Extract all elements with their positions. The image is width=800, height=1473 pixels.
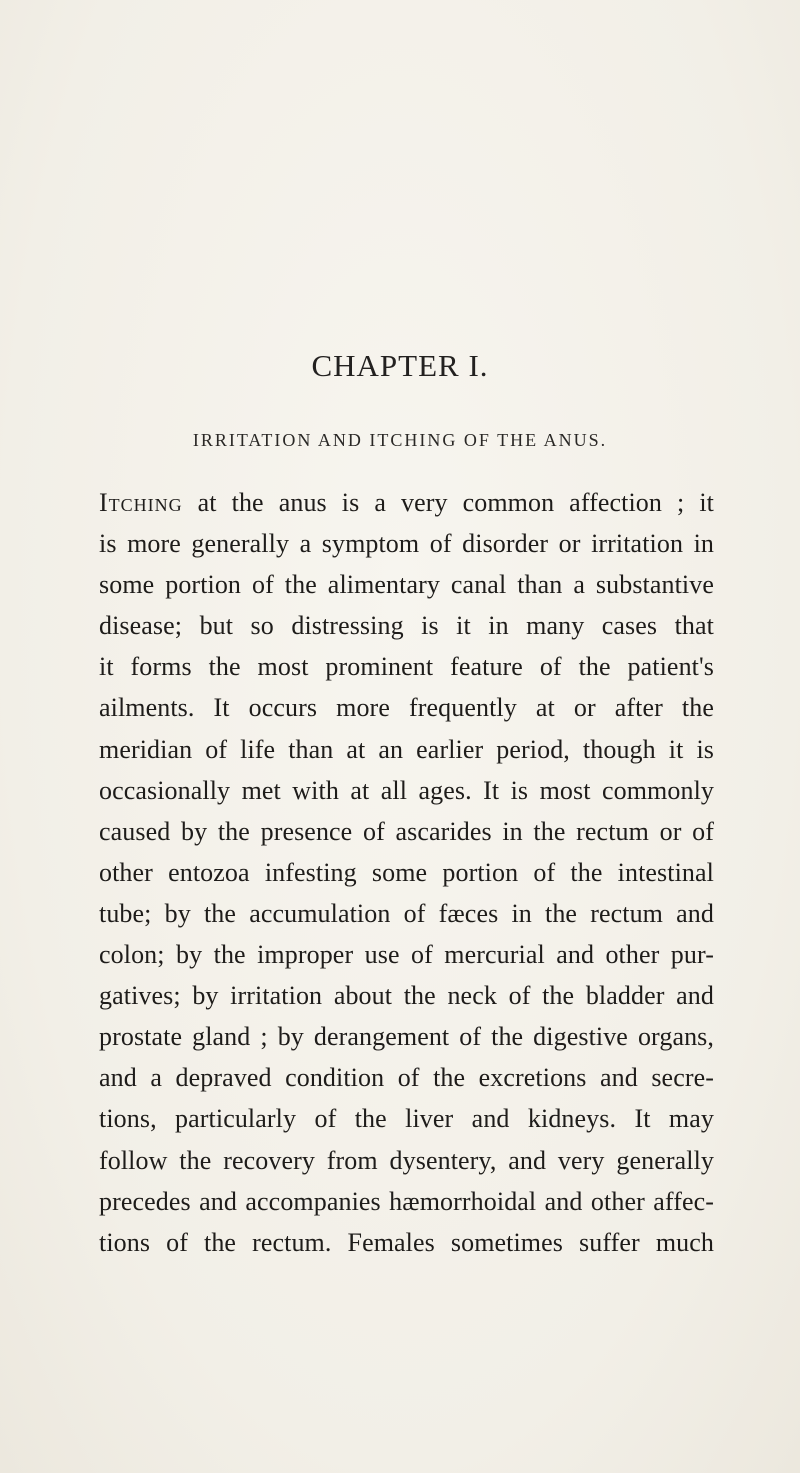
text-line: occasionally met with at all ages. It is most commonly xyxy=(99,775,714,805)
text-line: colon; by the improper use of mercurial and other pur- xyxy=(99,940,714,970)
text-line: precedes and accompanies hæmorrhoidal and other affec- xyxy=(99,1186,714,1216)
text-line: it forms the most prominent feature of the patient's xyxy=(99,652,714,682)
text-line-rest: at the anus is a very common affection ; it xyxy=(182,488,714,517)
chapter-subtitle: IRRITATION AND ITCHING OF THE ANUS. xyxy=(192,430,608,450)
text-line: other entozoa infesting some portion of the intestinal xyxy=(99,857,714,887)
text-line: follow the recovery from dysentery, and very generally xyxy=(99,1145,714,1175)
text-line: tube; by the accumulation of fæces in the rectum and xyxy=(99,898,714,928)
text-line: tions, particularly of the liver and kidneys. It may xyxy=(99,1104,714,1134)
text-line: is more generally a symptom of disorder or irritation in xyxy=(99,529,714,559)
lead-word: Itching xyxy=(99,488,183,517)
text-line: gatives; by irritation about the neck of the bladder and xyxy=(99,981,714,1011)
text-line xyxy=(99,482,714,523)
text-line: and a depraved condition of the excretions and secre- xyxy=(99,1063,714,1093)
body-paragraph xyxy=(99,482,714,1263)
text-line: caused by the presence of ascarides in the rectum or of xyxy=(99,816,714,846)
chapter-title: CHAPTER I. xyxy=(311,348,489,383)
text-line: ailments. It occurs more frequently at or after the xyxy=(99,693,714,723)
text-line: tions of the rectum. Females sometimes suffer much xyxy=(99,1227,714,1257)
text-line: prostate gland ; by derangement of the digestive organs, xyxy=(99,1022,714,1052)
text-line: some portion of the alimentary canal than a substantive xyxy=(99,570,714,600)
text-line: disease; but so distressing is it in many cases that xyxy=(99,611,714,641)
text-line: meridian of life than at an earlier period, though it is xyxy=(99,734,714,764)
